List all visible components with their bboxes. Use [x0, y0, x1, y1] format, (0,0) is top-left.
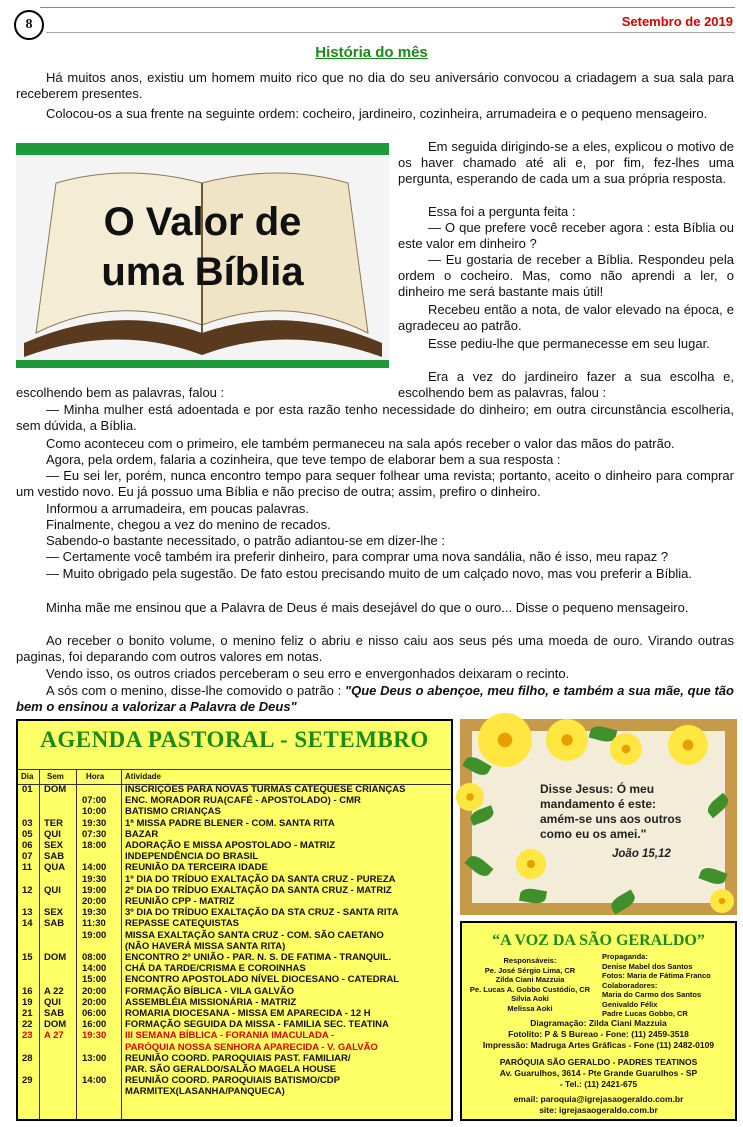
- story-paragraph: Informou a arrumadeira, em poucas palavras.: [46, 501, 310, 516]
- story-paragraph: Sabendo-o bastante necessitado, o patrão adiantou-se em dizer-lhe :: [46, 533, 445, 548]
- agenda-day: 14: [22, 918, 33, 930]
- agenda-weekday: QUI: [44, 996, 61, 1008]
- agenda-row: [18, 941, 451, 952]
- agenda-row: [18, 806, 451, 817]
- agenda-activity: REUNIÃO COORD. PAROQUIAIS BATISMO/CDP: [125, 1075, 340, 1087]
- story-paragraph: Ao receber o bonito volume, o menino feliz o abriu e nisso caiu aos seus pés uma moeda de ouro. Virando outras paginas, foi deparando com outros valores em notas.: [16, 633, 734, 664]
- story-paragraph: — Minha mulher está adoentada e por esta razão tenho necessidade do dinheiro; em outra circunstância escolheria, sem dúvida, a Bíblia.: [16, 402, 734, 433]
- yellow-flower-icon: [478, 713, 532, 767]
- agenda-row: [18, 918, 451, 929]
- credit-line: Pe. Lucas A. Gobbo Custódio, CR: [469, 984, 591, 994]
- agenda-activity: REUNIÃO COORD. PAROQUIAIS PAST. FAMILIAR/: [125, 1052, 351, 1064]
- agenda-hour: 06:00: [82, 1008, 107, 1019]
- agenda-row: [18, 1064, 451, 1075]
- agenda-activity: III SEMANA BÍBLICA - FORANIA IMACULADA -: [125, 1030, 335, 1042]
- agenda-activity: ASSEMBLÉIA MISSIONÁRIA - MATRIZ: [125, 996, 297, 1008]
- agenda-hour: 19:30: [82, 1030, 107, 1042]
- agenda-weekday: DOM: [44, 784, 67, 795]
- story-paragraph: — Certamente você também ira preferir dinheiro, para comprar uma nova sandália, não é isso, meu rapaz ?: [46, 549, 669, 564]
- header-rule: [46, 32, 735, 33]
- agenda-day: 29: [22, 1075, 33, 1087]
- closing-quote: "Que Deus o abençoe, meu filho, e também a sua mãe, que tão bem o ensinou a valorizar a Palavra de Deus": [16, 683, 734, 714]
- credit-line: Melissa Aoki: [507, 1003, 553, 1013]
- agenda-activity: FORMAÇÃO SEGUIDA DA MISSA - FAMILIA SEC. TEATINA: [125, 1019, 389, 1031]
- agenda-day: 07: [22, 851, 33, 863]
- agenda-hour: 14:00: [82, 862, 107, 874]
- yellow-flower-icon: [610, 733, 642, 765]
- layout-credit: Diagramação: Zilda Ciani Mazzuia: [530, 1018, 667, 1028]
- story-paragraph: Recebeu então a nota, de valor elevado na época, e agradeceu ao patrão.: [398, 302, 734, 333]
- agenda-day: 11: [22, 862, 33, 874]
- story-closing: [16, 683, 734, 715]
- agenda-activity: BATISMO CRIANÇAS: [125, 806, 221, 818]
- credit-line: Maria do Carmo dos Santos: [602, 990, 702, 999]
- agenda-box: [16, 719, 453, 1121]
- agenda-hour: 16:00: [82, 1019, 107, 1031]
- agenda-activity: 1º DIA DO TRÍDUO EXALTAÇÃO DA SANTA CRUZ - PUREZA: [125, 873, 396, 885]
- story-paragraph: Há muitos anos, existiu um homem muito rico que no dia do seu aniversário convocou a criadagem a sua sala para receberem presentes.: [16, 70, 734, 101]
- credit-line: Colaboradores:: [602, 980, 658, 990]
- agenda-day: 22: [22, 1019, 33, 1031]
- agenda-weekday: A 27: [44, 1030, 64, 1042]
- agenda-activity: ROMARIA DIOCESANA - MISSA EM APARECIDA - 12 H: [125, 1008, 371, 1019]
- agenda-row: [18, 930, 451, 941]
- closing-intro: A sós com o menino, disse-lhe comovido o patrão :: [46, 683, 342, 698]
- story-paragraph-continued: escolhendo bem as palavras, falou :: [16, 385, 225, 400]
- quote-text: [540, 782, 702, 842]
- agenda-weekday: SAB: [44, 1008, 65, 1019]
- agenda-row: [18, 896, 451, 907]
- agenda-weekday: QUA: [44, 862, 66, 874]
- agenda-day: 06: [22, 840, 33, 851]
- agenda-activity: ENC. MORADOR RUA(CAFÉ - APOSTOLADO) - CMR: [125, 795, 361, 807]
- agenda-activity: MISSA EXALTAÇÃO SANTA CRUZ - COM. SÃO CAETANO: [125, 929, 384, 941]
- yellow-flower-icon: [710, 889, 734, 913]
- credit-line: Genivaldo Félix: [602, 999, 658, 1009]
- agenda-weekday: QUI: [44, 828, 61, 840]
- agenda-row: [18, 986, 451, 997]
- agenda-hour: 08:00: [82, 952, 107, 963]
- email-link[interactable]: email: paroquia@igrejasaogeraldo.com.br: [513, 1094, 684, 1104]
- quote-line: Disse Jesus: Ó meu: [540, 782, 655, 796]
- story-paragraph: Esse pediu-lhe que permanecesse em seu lugar.: [428, 336, 710, 351]
- credits-box: [460, 921, 737, 1121]
- agenda-activity: 2º DIA DO TRÍDUO EXALTAÇÃO DA SANTA CRUZ - MATRIZ: [125, 884, 392, 896]
- story-paragraph: — Muito obrigado pela sugestão. De fato estou precisando muito de um calçado novo, mas vou preferir a Bíblia.: [46, 566, 693, 581]
- agenda-day: 03: [22, 817, 33, 829]
- agenda-hour: 20:00: [82, 896, 107, 907]
- agenda-day: 15: [22, 952, 33, 963]
- agenda-day: 05: [22, 828, 33, 840]
- agenda-row: [18, 963, 451, 974]
- agenda-row: [18, 885, 451, 896]
- agenda-row: [18, 1075, 451, 1086]
- agenda-row: [18, 907, 451, 918]
- agenda-hour: 11:30: [82, 918, 106, 930]
- agenda-row: [18, 1053, 451, 1064]
- agenda-activity: FORMAÇÃO BÍBLICA - VILA GALVÃO: [125, 985, 295, 997]
- agenda-activity: 1ª MISSA PADRE BLENER - COM. SANTA RITA: [125, 817, 335, 829]
- credit-line: Padre Lucas Gobbo, CR: [602, 1009, 688, 1018]
- agenda-activity: INSCRIÇÕES PARA NOVAS TURMAS CATEQUESE CRIANÇAS: [125, 784, 406, 795]
- story-paragraph: — Eu sei ler, porém, nunca encontro tempo para sequer folhear uma revista; portanto, aceito o dinheiro para comprar um vestido novo. Eu já possuo uma Bíblia e não preciso de outra; assim, prefiro o dinheiro.: [16, 468, 734, 499]
- agenda-hour: 20:00: [82, 985, 107, 997]
- agenda-row: [18, 874, 451, 885]
- agenda-activity: ENCONTRO 2º UNIÃO - PAR. N. S. DE FATIMA - TRANQUIL.: [125, 952, 392, 963]
- agenda-row: [18, 829, 451, 840]
- agenda-activity: (NÃO HAVERÁ MISSA SANTA RITA): [125, 940, 286, 952]
- agenda-row: [18, 851, 451, 862]
- image-title-line-1: O Valor de: [103, 200, 302, 244]
- agenda-hour: 13:00: [82, 1052, 107, 1064]
- story-paragraph: Essa foi a pergunta feita :: [428, 204, 576, 219]
- agenda-row: [18, 974, 451, 985]
- photolith-credit: Fotolito: P & S Bureao - Fone: (11) 2459-3518: [508, 1029, 689, 1039]
- credit-line: Denise Mabel dos Santos: [602, 961, 693, 971]
- quote-reference: João 15,12: [612, 848, 671, 860]
- page-number: 8: [14, 10, 44, 40]
- agenda-row: [18, 862, 451, 873]
- agenda-day: 01: [22, 784, 33, 795]
- header-day: Dia: [21, 772, 34, 781]
- agenda-activity: 3º DIA DO TRÍDUO EXALTAÇÃO DA STA CRUZ - SANTA RITA: [125, 907, 399, 919]
- agenda-row: [18, 1042, 451, 1053]
- yellow-flower-icon: [456, 783, 484, 811]
- quote-line: como eu os amei.": [540, 827, 647, 841]
- agenda-hour: 19:30: [82, 873, 107, 885]
- agenda-hour: 14:00: [82, 1075, 107, 1087]
- agenda-row: [18, 1019, 451, 1030]
- agenda-weekday: DOM: [44, 1019, 67, 1031]
- quote-line: mandamento é este:: [540, 797, 657, 811]
- contributors-list: [602, 952, 711, 1019]
- story-paragraph: Era a vez do jardineiro fazer a sua escolha e, escolhendo bem as palavras, falou :: [398, 369, 734, 400]
- agenda-activity: INDEPENDÊNCIA DO BRASIL: [125, 851, 259, 863]
- yellow-flower-icon: [668, 725, 708, 765]
- quote-line: amém-se uns aos outros: [540, 812, 682, 826]
- agenda-day: 23: [22, 1030, 33, 1042]
- image-title-line-2: uma Bíblia: [101, 250, 304, 294]
- agenda-hour: 19:30: [82, 907, 107, 919]
- agenda-weekday: DOM: [44, 952, 67, 963]
- issue-date: Setembro de 2019: [621, 14, 733, 29]
- agenda-day: 16: [22, 985, 33, 997]
- parish-name: PARÓQUIA SÃO GERALDO - PADRES TEATINOS: [499, 1057, 698, 1067]
- agenda-hour: 10:00: [82, 806, 107, 818]
- story-paragraph: Finalmente, chegou a vez do menino de recados.: [46, 517, 331, 532]
- agenda-weekday: TER: [44, 817, 63, 829]
- agenda-activity: ENCONTRO APOSTOLADO NÍVEL DIOCESANO - CATEDRAL: [125, 974, 400, 986]
- yellow-flower-icon: [516, 849, 546, 879]
- agenda-activity: PAR. SÃO GERALDO/SALÃO MAGELA HOUSE: [125, 1064, 337, 1075]
- agenda-hour: 14:00: [82, 963, 107, 975]
- credit-line: Zilda Ciani Mazzuia: [495, 975, 565, 984]
- credit-line: Responsáveis:: [503, 956, 557, 965]
- newsletter-title: “A VOZ DA SÃO GERALDO”: [492, 932, 705, 949]
- agenda-row: [18, 1086, 451, 1097]
- agenda-hour: 19:30: [82, 817, 107, 829]
- header-hour: Hora: [86, 772, 105, 781]
- agenda-weekday: SAB: [44, 918, 65, 930]
- agenda-weekday: SEX: [44, 840, 64, 851]
- responsible-list: [462, 956, 598, 1013]
- agenda-activity: MARMITEX(LASANHA/PANQUECA): [125, 1086, 285, 1098]
- agenda-row: [18, 952, 451, 963]
- agenda-hour: 19:00: [82, 929, 107, 941]
- story-paragraph: Colocou-os a sua frente na seguinte ordem: cocheiro, jardineiro, cozinheira, arrumadeira e o pequeno mensageiro.: [46, 106, 708, 121]
- header-week: Sem: [47, 772, 64, 781]
- story-paragraph: Como aconteceu com o primeiro, ele também permaneceu na sala após receber o valor das mãos do patrão.: [46, 436, 675, 451]
- agenda-header: [18, 769, 451, 785]
- agenda-activity: REPASSE CATEQUISTAS: [125, 918, 240, 930]
- agenda-weekday: SEX: [44, 907, 64, 919]
- agenda-day: 19: [22, 996, 33, 1008]
- credit-line: Propaganda:: [602, 952, 648, 961]
- agenda-activity: BAZAR: [125, 828, 159, 840]
- agenda-row: [18, 1030, 451, 1041]
- parish-address: Av. Guarulhos, 3614 - Pte Grande Guarulhos - SP: [499, 1068, 698, 1078]
- green-bar-bottom: [16, 360, 389, 368]
- agenda-activity: REUNIÃO CPP - MATRIZ: [125, 896, 235, 907]
- credit-line: Silvia Aoki: [511, 994, 549, 1003]
- parish-phone: - Tel.: (11) 2421-675: [559, 1079, 638, 1089]
- agenda-day: 28: [22, 1052, 33, 1064]
- top-rule: [40, 7, 735, 8]
- agenda-hour: 18:00: [82, 840, 107, 851]
- agenda-row: [18, 840, 451, 851]
- credit-line: Fotos: Maria de Fátima Franco: [602, 971, 711, 980]
- agenda-day: 21: [22, 1008, 33, 1019]
- agenda-activity: PARÓQUIA NOSSA SENHORA APARECIDA - V. GALVÃO: [125, 1041, 378, 1053]
- agenda-activity: REUNIÃO DA TERCEIRA IDADE: [125, 862, 268, 874]
- agenda-day: 13: [22, 907, 33, 919]
- agenda-hour: 15:00: [82, 974, 107, 986]
- agenda-title: AGENDA PASTORAL - SETEMBRO: [40, 727, 429, 752]
- story-paragraph: — Eu gostaria de receber a Bíblia. Respondeu pela ordem o cocheiro. Mas, como não aprendi a ler, o dinheiro me será bastante mais útil!: [398, 252, 734, 299]
- agenda-row: [18, 1008, 451, 1019]
- agenda-day: 12: [22, 884, 33, 896]
- credit-line: Pe. José Sérgio Lima, CR: [484, 965, 576, 975]
- agenda-row: [18, 795, 451, 806]
- story-paragraph: Em seguida dirigindo-se a eles, explicou o motivo de os haver chamado até ali e, por fim, fez-lhes uma pergunta, esperando de cada um a sua própria resposta.: [398, 139, 734, 186]
- agenda-activity: CHÁ DA TARDE/CRISMA E COROINHAS: [125, 963, 306, 975]
- agenda-weekday: A 22: [44, 985, 64, 997]
- story-paragraph: Agora, pela ordem, falaria a cozinheira, que teve tempo de elaborar bem a sua resposta :: [46, 452, 561, 467]
- section-title: História do mês: [315, 44, 428, 61]
- agenda-hour: 07:30: [82, 828, 107, 840]
- agenda-row: [18, 997, 451, 1008]
- agenda-hour: 20:00: [82, 996, 107, 1008]
- site-link[interactable]: site: igrejasaogeraldo.com.br: [539, 1105, 658, 1115]
- story-paragraph: Minha mãe me ensinou que a Palavra de Deus é mais desejável do que o ouro... Disse o pequeno mensageiro.: [46, 600, 689, 615]
- agenda-weekday: QUI: [44, 884, 61, 896]
- story-paragraph: — O que prefere você receber agora : esta Bíblia ou este valor em dinheiro ?: [398, 220, 734, 251]
- agenda-activity: ADORAÇÃO E MISSA APOSTOLADO - MATRIZ: [125, 840, 336, 851]
- yellow-flower-icon: [546, 719, 588, 761]
- agenda-row: [18, 784, 451, 795]
- story-paragraph: Vendo isso, os outros criados perceberam o seu erro e envergonhados deixaram o recinto.: [46, 666, 570, 681]
- agenda-row: [18, 818, 451, 829]
- printing-credit: Impressão: Madruga Artes Gráficas - Fone (11) 2482-0109: [482, 1040, 715, 1050]
- bible-image: [16, 143, 389, 368]
- agenda-weekday: SAB: [44, 851, 65, 863]
- agenda-hour: 07:00: [82, 795, 107, 807]
- agenda-hour: 19:00: [82, 884, 107, 896]
- header-activity: Atividade: [125, 772, 162, 781]
